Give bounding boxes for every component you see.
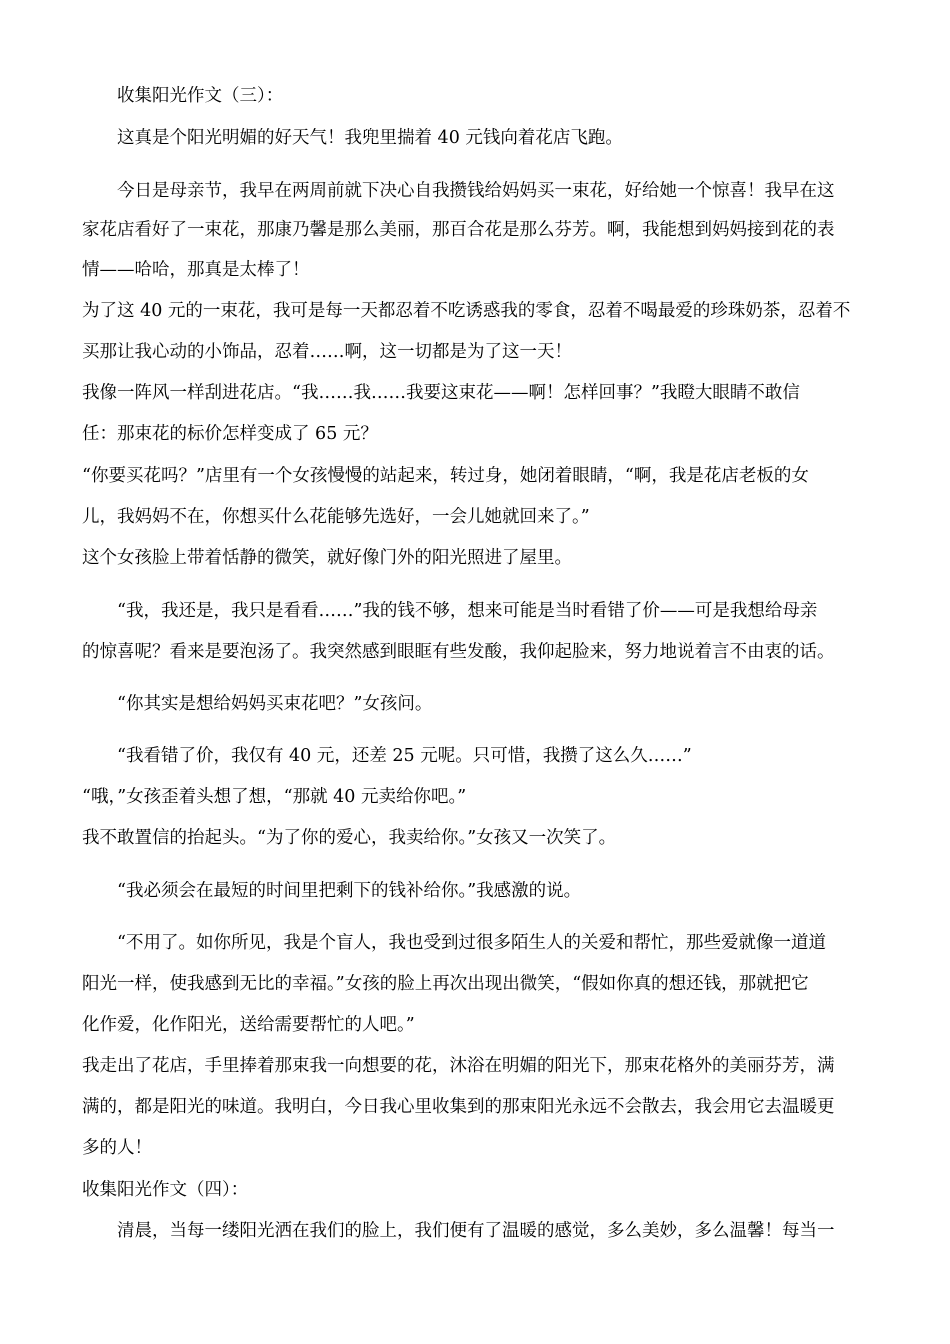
paragraph-line: 我像一阵风一样刮进花店。“我……我……我要这束花——啊！怎样回事？”我瞪大眼睛不敢信: [82, 383, 800, 403]
paragraph-line: 多的人！: [82, 1138, 152, 1158]
paragraph-line: 我走出了花店，手里捧着那束我一向想要的花，沐浴在明媚的阳光下，那束花格外的美丽芬芳，满: [82, 1056, 835, 1076]
paragraph-line: 这真是个阳光明媚的好天气！我兜里揣着 40 元钱向着花店飞跑。: [117, 128, 623, 148]
section-heading-3: 收集阳光作文（三）：: [117, 86, 284, 106]
paragraph-line: 我不敢置信的抬起头。“为了你的爱心，我卖给你。”女孩又一次笑了。: [82, 828, 617, 848]
paragraph-line: “我看错了价，我仅有 40 元，还差 25 元呢。只可惜，我攒了这么久……”: [117, 746, 692, 766]
paragraph-line: 任：那束花的标价怎样变成了 65 元？: [82, 424, 378, 444]
paragraph-line: 情——哈哈，那真是太棒了！: [82, 260, 310, 280]
paragraph-line: 清晨，当每一缕阳光洒在我们的脸上，我们便有了温暖的感觉，多么美妙，多么温馨！每当一: [117, 1221, 835, 1241]
paragraph-line: 阳光一样，使我感到无比的幸福。”女孩的脸上再次出现出微笑，“假如你真的想还钱，那就把它: [82, 974, 809, 994]
paragraph-line: “你要买花吗？”店里有一个女孩慢慢的站起来，转过身，她闭着眼睛，“啊，我是花店老板的女: [82, 466, 809, 486]
paragraph-line: 家花店看好了一束花，那康乃馨是那么美丽，那百合花是那么芬芳。啊，我能想到妈妈接到花的表: [82, 220, 835, 240]
paragraph-line: 儿，我妈妈不在，你想买什么花能够先选好，一会儿她就回来了。”: [82, 507, 590, 527]
paragraph-line: 买那让我心动的小饰品，忍着……啊，这一切都是为了这一天！: [82, 342, 572, 362]
paragraph-line: 今日是母亲节，我早在两周前就下决心自我攒钱给妈妈买一束花，好给她一个惊喜！我早在这: [117, 181, 835, 201]
paragraph-line: 这个女孩脸上带着恬静的微笑，就好像门外的阳光照进了屋里。: [82, 548, 572, 568]
paragraph-line: “我，我还是，我只是看看……”我的钱不够，想来可能是当时看错了价——可是我想给母亲: [117, 601, 818, 621]
paragraph-line: “我必须会在最短的时间里把剩下的钱补给你。”我感激的说。: [117, 881, 582, 901]
paragraph-line: “你其实是想给妈妈买束花吧？”女孩问。: [117, 694, 433, 714]
paragraph-line: 的惊喜呢？看来是要泡汤了。我突然感到眼眶有些发酸，我仰起脸来，努力地说着言不由衷的话。: [82, 642, 835, 662]
paragraph-line: 满的，都是阳光的味道。我明白，今日我心里收集到的那束阳光永远不会散去，我会用它去温暖更: [82, 1097, 835, 1117]
paragraph-line: “不用了。如你所见，我是个盲人，我也受到过很多陌生人的关爱和帮忙，那些爱就像一道道: [117, 933, 826, 953]
paragraph-line: “哦，”女孩歪着头想了想，“那就 40 元卖给你吧。”: [82, 787, 467, 807]
paragraph-line: 化作爱，化作阳光，送给需要帮忙的人吧。”: [82, 1015, 415, 1035]
section-heading-4: 收集阳光作文（四）：: [82, 1180, 249, 1200]
paragraph-line: 为了这 40 元的一束花，我可是每一天都忍着不吃诱惑我的零食，忍着不喝最爱的珍珠奶茶，忍着不: [82, 301, 851, 321]
